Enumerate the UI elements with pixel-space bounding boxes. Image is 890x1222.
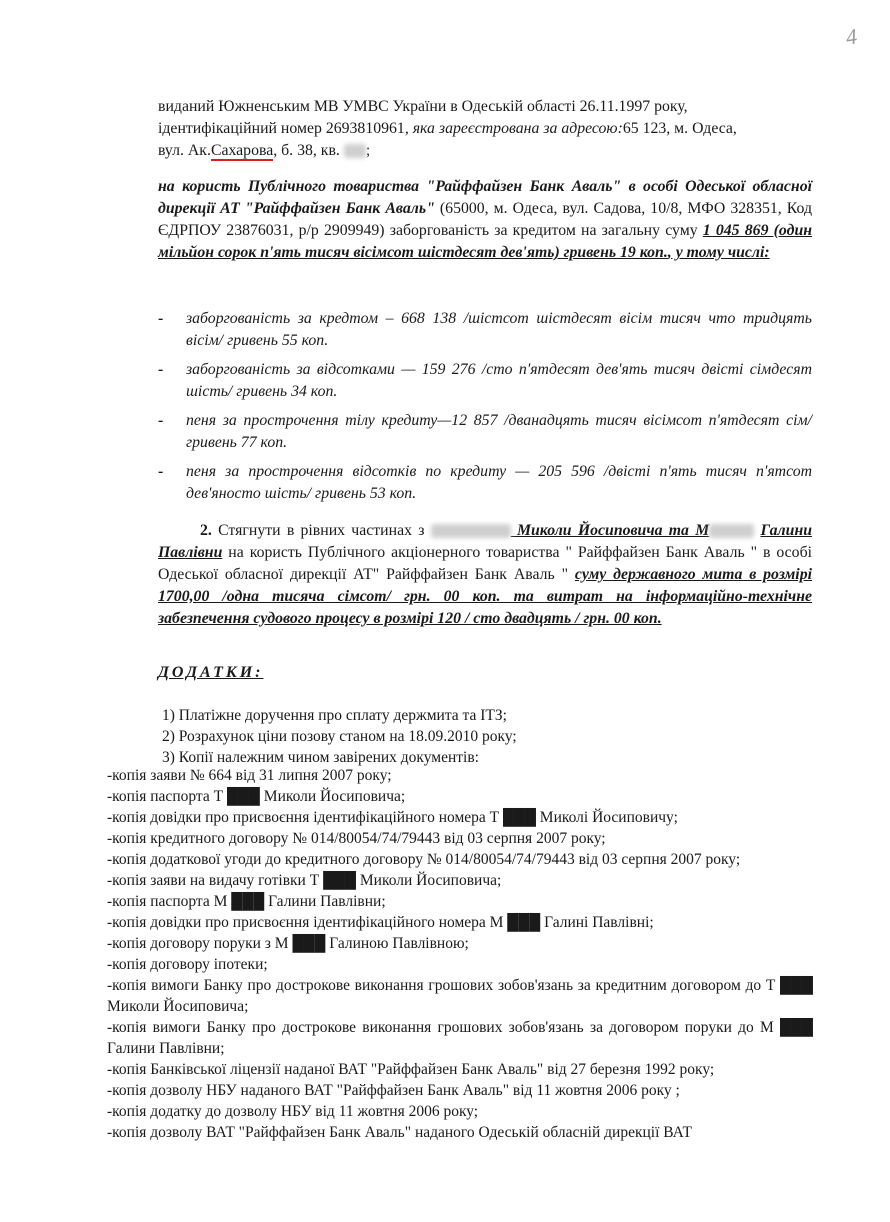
intro-line-3 [158, 140, 812, 162]
copy-item: -копія додатку до дозволу НБУ від 11 жовтня 2006 року; [107, 1103, 479, 1120]
bullet-dash: - [158, 463, 164, 480]
attachments-numbered-list [162, 705, 517, 768]
intro-line-2 [158, 118, 812, 140]
copy-item: -копія заяви № 664 від 31 липня 2007 року; [107, 767, 392, 784]
copy-item: -копія довідки про присвоєння ідентифікаційного номера Т ███ Миколі Йосиповичу; [107, 809, 678, 826]
page-number: 4 [844, 23, 859, 50]
copy-item: -копія вимоги Банку про дострокове виконання грошових зобов'язань за договором поруки до М ███ Галини Павлівни; [107, 1019, 813, 1057]
copy-item: -копія дозволу ВАТ "Райффайзен Банк Аваль" наданого Одеській обласній дирекції ВАТ [107, 1124, 692, 1141]
redacted-surname-2 [709, 524, 754, 538]
intro-paragraph [158, 96, 812, 162]
street-name-underlined: Сахарова [210, 142, 274, 159]
debt-item-text: пеня за прострочення тілу кредиту—12 857 /дванадцять тисяч вісімсот п'ятдесят сім/ гривень 77 коп. [186, 412, 812, 451]
redacted-surname-1 [431, 524, 511, 538]
copy-item: -копія Банківської ліцензії наданої ВАТ "Райффайзен Банк Аваль" від 27 березня 1992 року; [107, 1061, 715, 1078]
intro-line-3-b: , б. 38, кв. [273, 142, 340, 159]
debt-item [158, 461, 812, 505]
debt-item-text: заборгованість за кредтом – 668 138 /шістсот шістдесят вісім тисяч что тридцять вісім/ гривень 55 коп. [186, 310, 812, 349]
bullet-dash: - [158, 361, 164, 378]
court-fee-text: суму державного мита в розмірі 1700,00 /одна тисяча сімсот/ грн. 00 коп. та витрат на інформаційно-технічне забезпечення судового процесу в розмірі 120 / сто двадцять / грн. 00 коп. [158, 566, 812, 627]
item-2-paragraph [158, 520, 812, 630]
attachment-item: 1) Платіжне доручення про сплату держмита та ІТЗ; [162, 707, 507, 724]
copy-item: -копія додаткової угоди до кредитного договору № 014/80054/74/79443 від 03 серпня 2007 року; [107, 851, 741, 868]
creditor-paragraph [158, 176, 812, 264]
debtor-1-name-text: Миколи Йосиповича та М [510, 522, 710, 539]
debt-item-text: заборгованість за відсотками — 159 276 /сто п'ятдесят дев'ять тисяч двісті сімдесят шість/ гривень 34 коп. [186, 361, 812, 400]
debt-item [158, 410, 812, 454]
creditor-details: (65000, м. Одеса, вул. Садова, 10/8, МФО 328351, Код ЄДРПОУ 23876031, р/р 2909949) заборгованість за кредитом на загальну суму [158, 200, 813, 239]
intro-line-2-b: яка зареєстрована за адресою: [412, 120, 623, 137]
debt-list [158, 308, 812, 512]
copy-item: -копія вимоги Банку про дострокове виконання грошових зобов'язань за кредитним договором до Т ███ Миколи Йосиповича; [107, 977, 813, 1015]
debtor-2-name: Галини Павлівни [158, 522, 812, 561]
copy-item: -копія довідки про присвоєння ідентифікаційного номера М ███ Галині Павлівні; [107, 914, 654, 931]
copy-item: -копія паспорта Т ███ Миколи Йосиповича; [107, 788, 406, 805]
intro-line-3-a: вул. Ак. [158, 142, 211, 159]
debtor-1-name [431, 522, 755, 539]
item-2-text-a: Стягнути в рівних частинах з [211, 522, 431, 539]
copy-item: -копія договору поруки з М ███ Галиною Павлівною; [107, 935, 469, 952]
copy-item: -копія заяви на видачу готівки Т ███ Миколи Йосиповича; [107, 872, 502, 889]
copy-item: -копія дозволу НБУ наданого ВАТ "Райффайзен Банк Аваль" від 11 жовтня 2006 року ; [107, 1082, 680, 1099]
attachment-item: 3) Копії належним чином завірених документів: [162, 749, 479, 766]
item-2-number: 2. [200, 522, 212, 539]
intro-line-3-c: ; [365, 142, 371, 159]
intro-line-2-a: ідентифікаційний номер 2693810961, [158, 120, 413, 137]
bullet-dash: - [158, 412, 164, 429]
creditor-bold: на користь Публічного товариства "Райффайзен Банк Аваль" в особі Одеської обласної дирекції АТ "Райффайзен Банк Аваль" [158, 178, 812, 217]
intro-line-1: виданий Южненським МВ УМВС України в Одеській області 26.11.1997 року, [158, 98, 688, 115]
debt-item [158, 359, 812, 403]
copy-item: -копія договору іпотеки; [107, 956, 268, 973]
intro-line-2-c: 65 123, м. Одеса, [622, 120, 737, 137]
attachment-item: 2) Розрахунок ціни позову станом на 18.09.2010 року; [162, 728, 517, 745]
redacted-apartment [344, 144, 366, 158]
item-2-text-b: на користь Публічного акціонерного товариства " Райффайзен Банк Аваль " в особі Одеської обласної дирекції АТ" Райффайзен Банк Аваль " [158, 544, 812, 583]
copy-item: -копія кредитного договору № 014/80054/74/79443 від 03 серпня 2007 року; [107, 830, 606, 847]
debt-total-amount: 1 045 869 (один мільйон сорок п'ять тисяч вісімсот шістдесят дев'ять) гривень 19 коп. [158, 222, 813, 261]
debt-item [158, 308, 812, 352]
bullet-dash: - [158, 310, 164, 327]
creditor-tail: , у тому числі: [667, 244, 770, 261]
copies-list [107, 765, 813, 1143]
attachments-title: ДОДАТКИ: [158, 664, 264, 681]
debt-item-text: пеня за прострочення відсотків по кредиту — 205 596 /двісті п'ять тисяч п'ятсот дев'яносто шість/ гривень 53 коп. [186, 463, 812, 502]
copy-item: -копія паспорта М ███ Галини Павлівни; [107, 893, 386, 910]
